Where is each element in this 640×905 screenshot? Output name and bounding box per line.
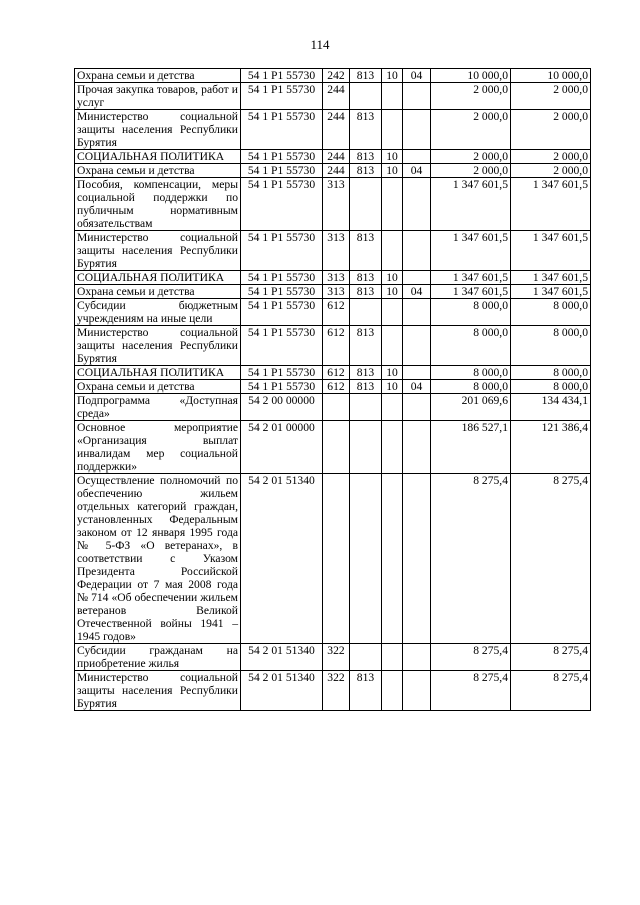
row-name-cell: Министерство социальной защиты населения Республики Бурятия: [75, 231, 241, 271]
row-sum-2021-cell: 1 347 601,5: [511, 178, 591, 231]
row-pr-cell: [403, 178, 431, 231]
row-pr-cell: [403, 110, 431, 150]
row-pr-cell: 04: [403, 69, 431, 83]
row-ved-cell: 813: [350, 69, 382, 83]
row-ved-cell: [350, 394, 382, 421]
row-vr-cell: 313: [323, 285, 350, 299]
row-sum-2021-cell: 2 000,0: [511, 150, 591, 164]
row-ved-cell: [350, 644, 382, 671]
row-sum-2021-cell: 1 347 601,5: [511, 231, 591, 271]
row-vr-cell: 322: [323, 671, 350, 711]
row-sum-2020-cell: 8 275,4: [431, 474, 511, 644]
row-csr-cell: 54 2 01 51340: [241, 474, 323, 644]
row-pr-cell: [403, 326, 431, 366]
row-vr-cell: 244: [323, 83, 350, 110]
row-vr-cell: 313: [323, 231, 350, 271]
row-csr-cell: 54 1 P1 55730: [241, 285, 323, 299]
page-number: 114: [310, 37, 330, 52]
table-row: [75, 366, 591, 380]
row-ved-cell: [350, 421, 382, 474]
row-sum-2020-cell: 2 000,0: [431, 110, 511, 150]
row-pr-cell: [403, 231, 431, 271]
row-pr-cell: 04: [403, 380, 431, 394]
row-ved-cell: [350, 474, 382, 644]
row-rz-cell: 10: [382, 164, 403, 178]
row-vr-cell: 313: [323, 271, 350, 285]
row-pr-cell: [403, 394, 431, 421]
row-name-cell: Охрана семьи и детства: [75, 380, 241, 394]
row-sum-2020-cell: 8 000,0: [431, 380, 511, 394]
row-vr-cell: 242: [323, 69, 350, 83]
table-body: [75, 69, 591, 711]
row-sum-2021-cell: 2 000,0: [511, 83, 591, 110]
row-pr-cell: [403, 644, 431, 671]
row-rz-cell: [382, 299, 403, 326]
row-csr-cell: 54 1 P1 55730: [241, 110, 323, 150]
row-vr-cell: 612: [323, 299, 350, 326]
row-sum-2021-cell: 8 000,0: [511, 366, 591, 380]
row-pr-cell: 04: [403, 285, 431, 299]
row-csr-cell: 54 1 P1 55730: [241, 299, 323, 326]
row-ved-cell: [350, 299, 382, 326]
table-row: [75, 164, 591, 178]
row-rz-cell: 10: [382, 271, 403, 285]
row-ved-cell: 813: [350, 150, 382, 164]
row-sum-2020-cell: 10 000,0: [431, 69, 511, 83]
row-pr-cell: [403, 150, 431, 164]
table-row: [75, 271, 591, 285]
table-row: [75, 69, 591, 83]
row-csr-cell: 54 1 P1 55730: [241, 271, 323, 285]
row-vr-cell: 313: [323, 178, 350, 231]
row-name-cell: Охрана семьи и детства: [75, 69, 241, 83]
table-row: [75, 110, 591, 150]
table-row: [75, 421, 591, 474]
row-pr-cell: [403, 671, 431, 711]
row-sum-2021-cell: 10 000,0: [511, 69, 591, 83]
table-row: [75, 644, 591, 671]
row-sum-2021-cell: 8 000,0: [511, 380, 591, 394]
row-pr-cell: [403, 299, 431, 326]
row-csr-cell: 54 2 00 00000: [241, 394, 323, 421]
row-name-cell: Пособия, компенсации, меры социальной поддержки по публичным нормативным обязательствам: [75, 178, 241, 231]
row-csr-cell: 54 2 01 51340: [241, 644, 323, 671]
row-vr-cell: 244: [323, 164, 350, 178]
row-ved-cell: 813: [350, 110, 382, 150]
table-row: [75, 231, 591, 271]
row-ved-cell: 813: [350, 671, 382, 711]
row-sum-2021-cell: 2 000,0: [511, 164, 591, 178]
row-name-cell: СОЦИАЛЬНАЯ ПОЛИТИКА: [75, 150, 241, 164]
row-sum-2020-cell: 8 000,0: [431, 326, 511, 366]
row-ved-cell: 813: [350, 164, 382, 178]
row-name-cell: Министерство социальной защиты населения Республики Бурятия: [75, 326, 241, 366]
row-sum-2020-cell: 201 069,6: [431, 394, 511, 421]
row-ved-cell: [350, 83, 382, 110]
row-name-cell: Подпрограмма «Доступная среда»: [75, 394, 241, 421]
row-pr-cell: [403, 271, 431, 285]
table-row: [75, 326, 591, 366]
row-name-cell: Основное мероприятие «Организация выплат инвалидам мер социальной поддержки»: [75, 421, 241, 474]
row-csr-cell: 54 1 P1 55730: [241, 178, 323, 231]
row-rz-cell: [382, 83, 403, 110]
row-vr-cell: [323, 421, 350, 474]
table-row: [75, 178, 591, 231]
row-sum-2020-cell: 2 000,0: [431, 83, 511, 110]
row-name-cell: СОЦИАЛЬНАЯ ПОЛИТИКА: [75, 366, 241, 380]
row-pr-cell: 04: [403, 164, 431, 178]
row-rz-cell: [382, 178, 403, 231]
row-name-cell: Осуществление полномочий по обеспечению жильем отдельных категорий граждан, установленных Федеральным законом от 12 января 1995 года № 5-ФЗ «О ветеранах», в соответствии с Указом Президента Российской Федерации от 7 мая 2008 года № 714 «Об обеспечении жильем ветеранов Великой Отечественной войны 1941 – 1945 годов»: [75, 474, 241, 644]
row-sum-2021-cell: 1 347 601,5: [511, 271, 591, 285]
row-sum-2020-cell: 2 000,0: [431, 150, 511, 164]
row-sum-2020-cell: 8 000,0: [431, 299, 511, 326]
row-name-cell: СОЦИАЛЬНАЯ ПОЛИТИКА: [75, 271, 241, 285]
row-rz-cell: [382, 644, 403, 671]
row-rz-cell: 10: [382, 150, 403, 164]
table-row: [75, 474, 591, 644]
row-rz-cell: 10: [382, 380, 403, 394]
row-rz-cell: [382, 326, 403, 366]
row-sum-2020-cell: 1 347 601,5: [431, 285, 511, 299]
row-sum-2021-cell: 121 386,4: [511, 421, 591, 474]
row-sum-2020-cell: 1 347 601,5: [431, 178, 511, 231]
row-vr-cell: [323, 394, 350, 421]
row-vr-cell: 322: [323, 644, 350, 671]
row-ved-cell: 813: [350, 271, 382, 285]
budget-table: [74, 68, 591, 711]
row-name-cell: Прочая закупка товаров, работ и услуг: [75, 83, 241, 110]
row-pr-cell: [403, 366, 431, 380]
row-sum-2021-cell: 134 434,1: [511, 394, 591, 421]
table-row: [75, 83, 591, 110]
row-csr-cell: 54 1 P1 55730: [241, 366, 323, 380]
row-ved-cell: 813: [350, 285, 382, 299]
row-sum-2020-cell: 8 275,4: [431, 644, 511, 671]
row-ved-cell: [350, 178, 382, 231]
row-vr-cell: 612: [323, 326, 350, 366]
row-sum-2021-cell: 8 000,0: [511, 326, 591, 366]
row-csr-cell: 54 2 01 00000: [241, 421, 323, 474]
row-csr-cell: 54 1 P1 55730: [241, 326, 323, 366]
row-sum-2021-cell: 8 275,4: [511, 644, 591, 671]
row-name-cell: Субсидии бюджетным учреждениям на иные цели: [75, 299, 241, 326]
row-sum-2021-cell: 8 275,4: [511, 474, 591, 644]
row-sum-2020-cell: 1 347 601,5: [431, 271, 511, 285]
row-sum-2020-cell: 8 275,4: [431, 671, 511, 711]
row-rz-cell: [382, 474, 403, 644]
row-pr-cell: [403, 83, 431, 110]
row-csr-cell: 54 1 P1 55730: [241, 231, 323, 271]
row-name-cell: Охрана семьи и детства: [75, 285, 241, 299]
row-csr-cell: 54 1 P1 55730: [241, 83, 323, 110]
row-vr-cell: 612: [323, 380, 350, 394]
row-sum-2020-cell: 186 527,1: [431, 421, 511, 474]
row-vr-cell: 612: [323, 366, 350, 380]
row-rz-cell: [382, 394, 403, 421]
row-rz-cell: [382, 110, 403, 150]
row-sum-2021-cell: 8 000,0: [511, 299, 591, 326]
row-vr-cell: [323, 474, 350, 644]
row-ved-cell: 813: [350, 326, 382, 366]
row-csr-cell: 54 1 P1 55730: [241, 69, 323, 83]
row-sum-2021-cell: 1 347 601,5: [511, 285, 591, 299]
row-vr-cell: 244: [323, 110, 350, 150]
row-sum-2020-cell: 2 000,0: [431, 164, 511, 178]
row-ved-cell: 813: [350, 231, 382, 271]
row-name-cell: Субсидии гражданам на приобретение жилья: [75, 644, 241, 671]
table-row: [75, 380, 591, 394]
row-ved-cell: 813: [350, 380, 382, 394]
row-sum-2021-cell: 2 000,0: [511, 110, 591, 150]
row-rz-cell: [382, 231, 403, 271]
row-pr-cell: [403, 474, 431, 644]
table-row: [75, 150, 591, 164]
row-name-cell: Министерство социальной защиты населения Республики Бурятия: [75, 671, 241, 711]
row-csr-cell: 54 1 P1 55730: [241, 150, 323, 164]
row-csr-cell: 54 2 01 51340: [241, 671, 323, 711]
row-csr-cell: 54 1 P1 55730: [241, 164, 323, 178]
row-ved-cell: 813: [350, 366, 382, 380]
row-rz-cell: 10: [382, 285, 403, 299]
row-rz-cell: 10: [382, 69, 403, 83]
row-csr-cell: 54 1 P1 55730: [241, 380, 323, 394]
row-rz-cell: [382, 671, 403, 711]
row-rz-cell: [382, 421, 403, 474]
row-pr-cell: [403, 421, 431, 474]
table-row: [75, 285, 591, 299]
row-sum-2021-cell: 8 275,4: [511, 671, 591, 711]
row-rz-cell: 10: [382, 366, 403, 380]
table-row: [75, 299, 591, 326]
row-name-cell: Министерство социальной защиты населения Республики Бурятия: [75, 110, 241, 150]
table-row: [75, 394, 591, 421]
row-name-cell: Охрана семьи и детства: [75, 164, 241, 178]
row-vr-cell: 244: [323, 150, 350, 164]
row-sum-2020-cell: 1 347 601,5: [431, 231, 511, 271]
table-row: [75, 671, 591, 711]
row-sum-2020-cell: 8 000,0: [431, 366, 511, 380]
